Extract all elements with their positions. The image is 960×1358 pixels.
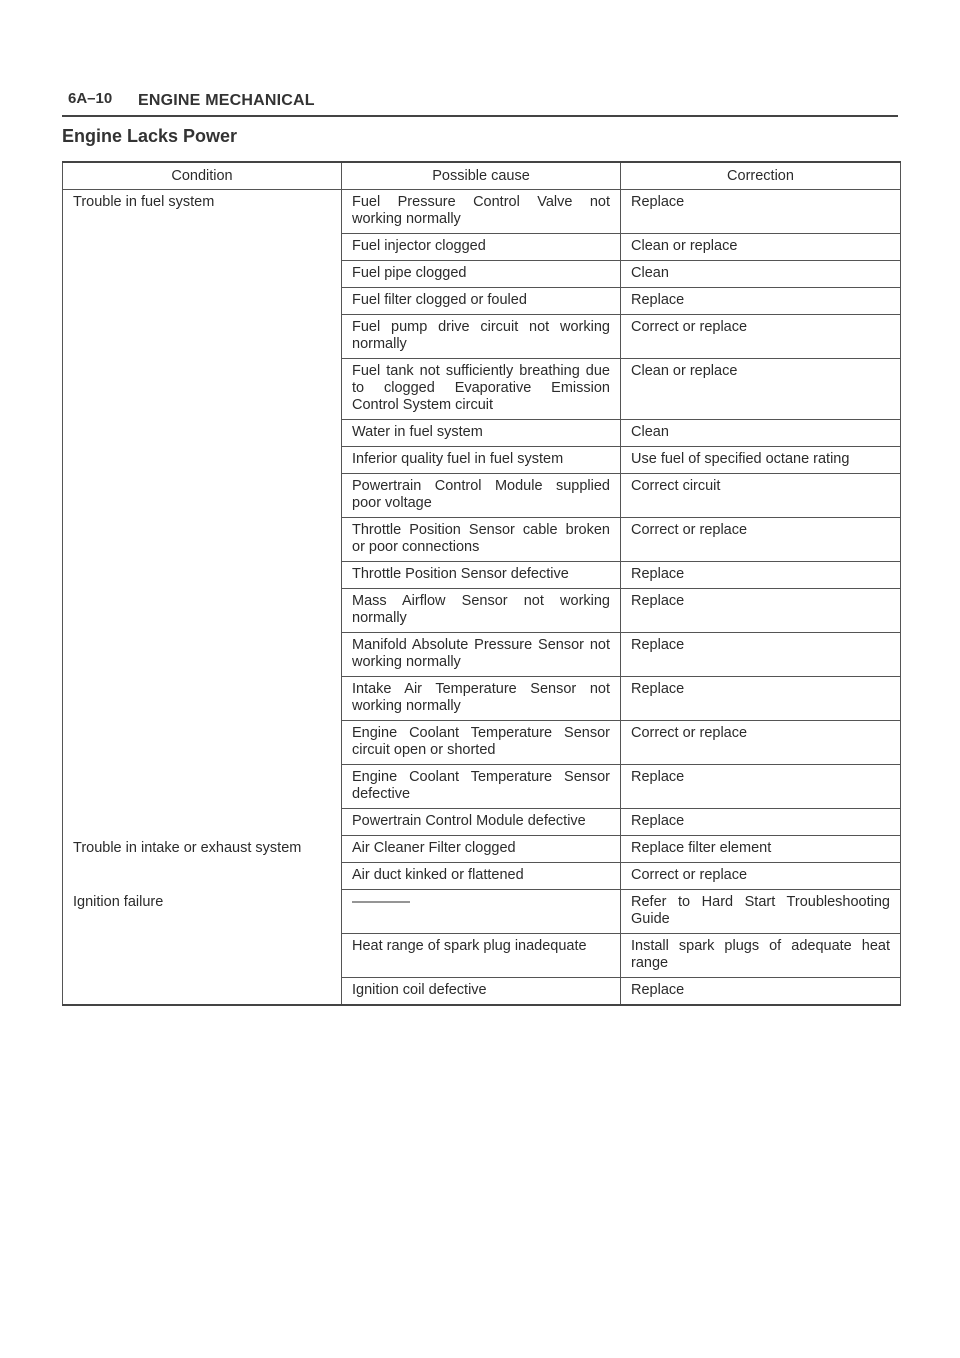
possible-cause-cell: Fuel pipe clogged (342, 261, 621, 288)
column-header-condition: Condition (63, 162, 342, 190)
troubleshooting-table (62, 161, 901, 1006)
possible-cause-cell: Powertrain Control Module defective (342, 809, 621, 836)
column-header-correction: Correction (621, 162, 901, 190)
possible-cause-cell: Mass Airflow Sensor not working normally (342, 589, 621, 633)
correction-cell: Replace (621, 765, 901, 809)
correction-cell: Replace (621, 562, 901, 589)
correction-cell: Replace (621, 677, 901, 721)
table-header-row (63, 162, 901, 190)
correction-cell: Replace (621, 190, 901, 234)
condition-cell: Trouble in intake or exhaust system (63, 836, 342, 890)
correction-cell: Replace filter element (621, 836, 901, 863)
correction-cell: Replace (621, 809, 901, 836)
correction-cell: Replace (621, 589, 901, 633)
possible-cause-cell: Fuel injector clogged (342, 234, 621, 261)
table-body (63, 190, 901, 1006)
possible-cause-cell: ———— (342, 890, 621, 934)
correction-cell: Clean or replace (621, 359, 901, 420)
correction-cell: Install spark plugs of adequate heat range (621, 934, 901, 978)
page-number: 6A–10 (68, 90, 113, 107)
possible-cause-cell: Manifold Absolute Pressure Sensor not working normally (342, 633, 621, 677)
possible-cause-cell: Fuel tank not sufficiently breathing due to clogged Evaporative Emission Control System circuit (342, 359, 621, 420)
section-title: ENGINE MECHANICAL (138, 92, 315, 109)
correction-cell: Refer to Hard Start Troubleshooting Guide (621, 890, 901, 934)
correction-cell: Replace (621, 978, 901, 1006)
condition-cell: Ignition failure (63, 890, 342, 1006)
correction-cell: Correct circuit (621, 474, 901, 518)
column-header-possible-cause: Possible cause (342, 162, 621, 190)
possible-cause-cell: Engine Coolant Temperature Sensor circuit open or shorted (342, 721, 621, 765)
possible-cause-cell: Throttle Position Sensor defective (342, 562, 621, 589)
possible-cause-cell: Fuel filter clogged or fouled (342, 288, 621, 315)
possible-cause-cell: Powertrain Control Module supplied poor voltage (342, 474, 621, 518)
possible-cause-cell: Throttle Position Sensor cable broken or poor connections (342, 518, 621, 562)
condition-cell: Trouble in fuel system (63, 190, 342, 836)
correction-cell: Clean (621, 261, 901, 288)
correction-cell: Replace (621, 633, 901, 677)
correction-cell: Correct or replace (621, 863, 901, 890)
possible-cause-cell: Inferior quality fuel in fuel system (342, 447, 621, 474)
correction-cell: Correct or replace (621, 721, 901, 765)
possible-cause-cell: Heat range of spark plug inadequate (342, 934, 621, 978)
correction-cell: Use fuel of specified octane rating (621, 447, 901, 474)
possible-cause-cell: Air duct kinked or flattened (342, 863, 621, 890)
page-title: Engine Lacks Power (62, 126, 238, 146)
possible-cause-cell: Fuel Pressure Control Valve not working normally (342, 190, 621, 234)
correction-cell: Replace (621, 288, 901, 315)
possible-cause-cell: Engine Coolant Temperature Sensor defective (342, 765, 621, 809)
possible-cause-cell: Air Cleaner Filter clogged (342, 836, 621, 863)
table-row (63, 890, 901, 934)
header-rule (62, 115, 898, 117)
correction-cell: Clean (621, 420, 901, 447)
correction-cell: Correct or replace (621, 518, 901, 562)
possible-cause-cell: Ignition coil defective (342, 978, 621, 1006)
correction-cell: Clean or replace (621, 234, 901, 261)
correction-cell: Correct or replace (621, 315, 901, 359)
possible-cause-cell: Intake Air Temperature Sensor not working normally (342, 677, 621, 721)
possible-cause-cell: Fuel pump drive circuit not working normally (342, 315, 621, 359)
possible-cause-cell: Water in fuel system (342, 420, 621, 447)
table-row (63, 190, 901, 234)
table-row (63, 836, 901, 863)
